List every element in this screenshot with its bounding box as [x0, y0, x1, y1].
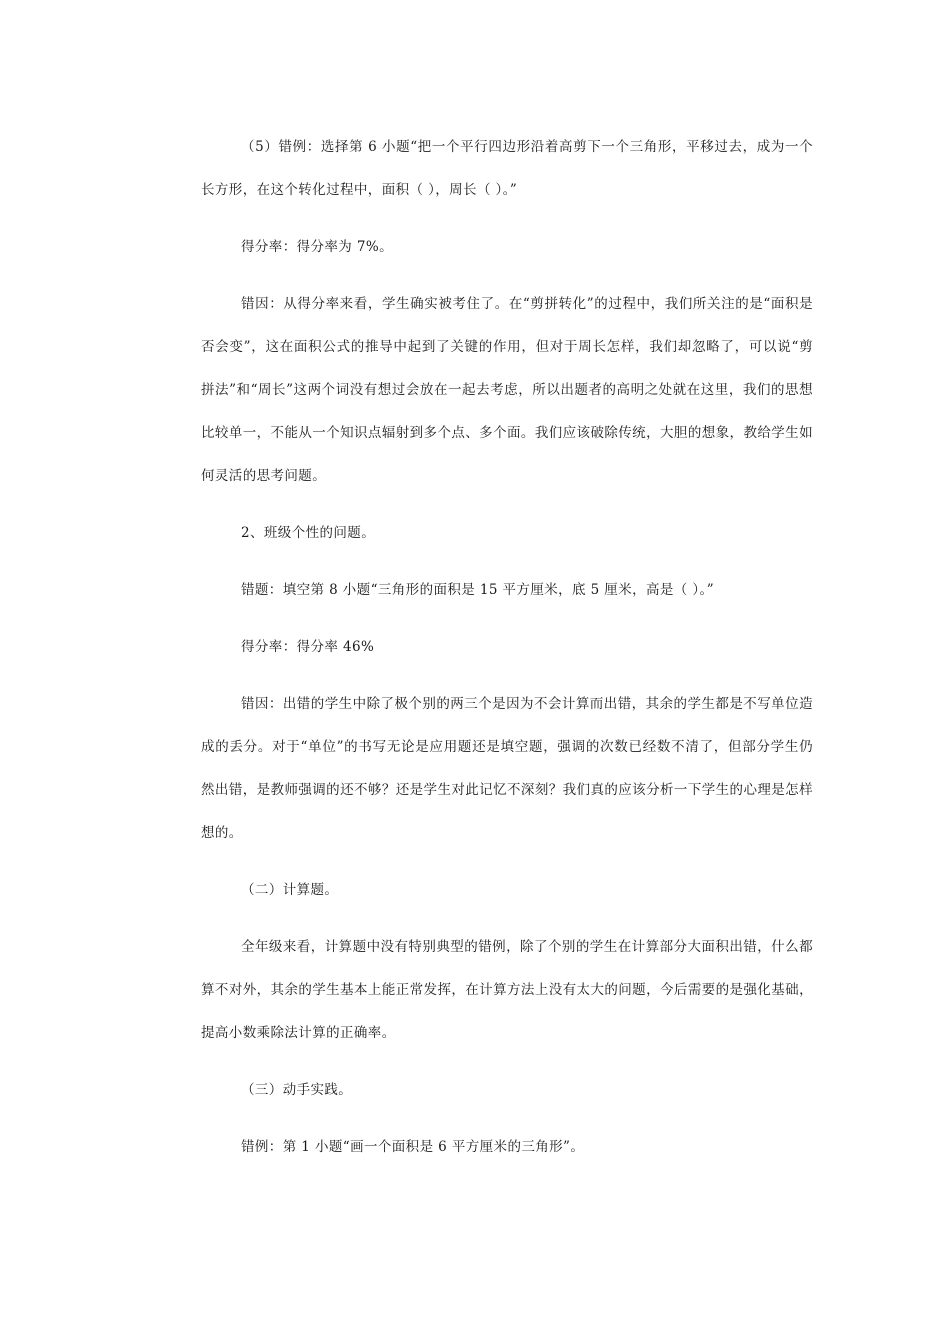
paragraph-error-example-hands-on: 错例：第 1 小题“画一个面积是 6 平方厘米的三角形”。 — [241, 1139, 585, 1155]
paragraph-error-cause-2: 错因：出错的学生中除了极个别的两三个是因为不会计算而出错，其余的学生都是不写单位造成的丢分。对于“单位”的书写无论是应用题还是填空题，强调的次数已经数不清了，但部分学生仍然出错，是教师强调的还不够？还是学生对此记忆不深刻？我们真的应该分析一下学生的心理是怎样想的。 — [201, 696, 813, 841]
paragraph-spacer — [201, 855, 813, 869]
paragraph-spacer — [201, 212, 813, 226]
paragraph-spacer — [201, 669, 813, 683]
paragraph-spacer — [201, 269, 813, 283]
section-heading-class-issues: 2、班级个性的问题。 — [241, 525, 376, 541]
paragraph-spacer — [201, 1055, 813, 1069]
paragraph-score-rate-2: 得分率：得分率 46% — [241, 639, 375, 655]
paragraph-spacer — [201, 612, 813, 626]
paragraph-error-cause-1: 错因：从得分率来看，学生确实被考住了。在“剪拼转化”的过程中，我们所关注的是“面积是否会变”，这在面积公式的推导中起到了关键的作用，但对于周长怎样，我们却忽略了，可以说“剪拼法”和“周长”这两个词没有想过会放在一起去考虑，所以出题者的高明之处就在这里，我们的思想比较单一，不能从一个知识点辐射到多个点、多个面。我们应该破除传统，大胆的想象，教给学生如何灵活的思考问题。 — [201, 296, 813, 484]
section-heading-calculation: （二）计算题。 — [241, 882, 339, 898]
paragraph-calculation-summary: 全年级来看，计算题中没有特别典型的错例，除了个别的学生在计算部分大面积出错，什么都算不对外，其余的学生基本上能正常发挥，在计算方法上没有太大的问题，今后需要的是强化基础，提高小数乘除法计算的正确率。 — [201, 939, 813, 1041]
paragraph-spacer — [201, 555, 813, 569]
section-heading-hands-on: （三）动手实践。 — [241, 1082, 353, 1098]
paragraph-spacer — [201, 1112, 813, 1126]
document-body — [201, 126, 813, 1169]
paragraph-score-rate-1: 得分率：得分率为 7%。 — [241, 239, 394, 255]
paragraph-spacer — [201, 498, 813, 512]
paragraph-spacer — [201, 912, 813, 926]
paragraph-error-example-5: （5）错例：选择第 6 小题“把一个平行四边形沿着高剪下一个三角形，平移过去，成为一个长方形，在这个转化过程中，面积（ ），周长（ ）。” — [201, 139, 813, 198]
paragraph-error-question-8: 错题：填空第 8 小题“三角形的面积是 15 平方厘米，底 5 厘米，高是（ ）。” — [241, 582, 714, 598]
